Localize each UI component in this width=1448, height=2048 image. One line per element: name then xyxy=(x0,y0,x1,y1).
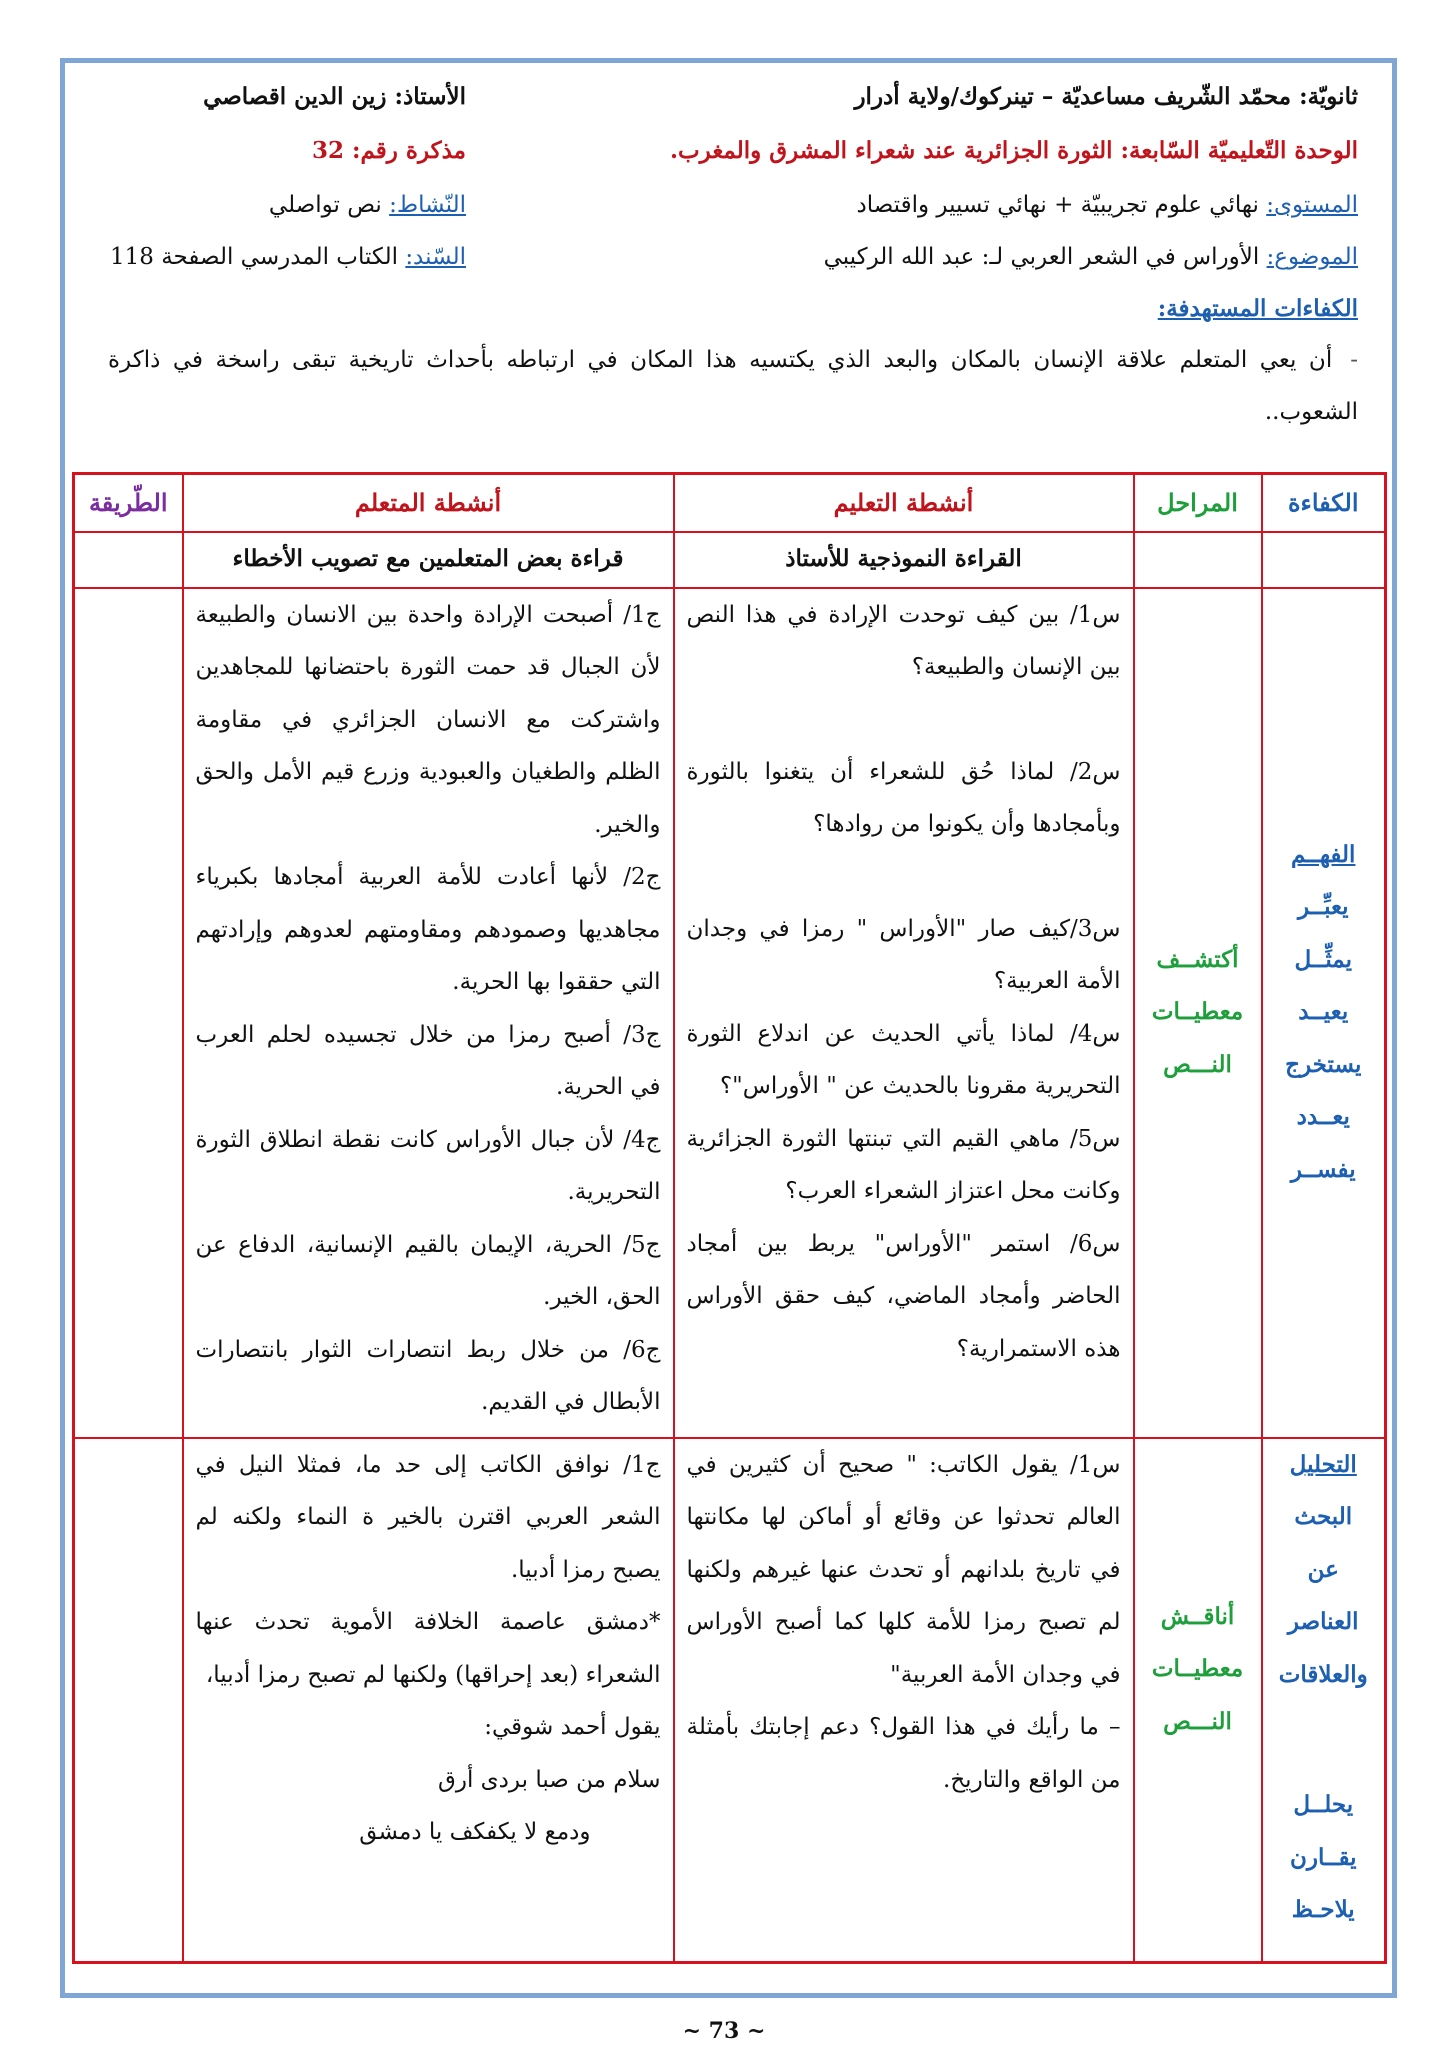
discussion-question xyxy=(674,1438,1134,1963)
header-method: الطّريقة xyxy=(74,474,183,532)
unit-title: الوحدة التّعليميّة السّابعة: الثورة الجزائرية عند شعراء المشرق والمغرب. xyxy=(669,137,1358,164)
competence-item: يمثِّــل xyxy=(1294,945,1353,973)
question-followup: – ما رأيك في هذا القول؟ دعم إجابتك بأمثلة من الواقع والتاريخ. xyxy=(686,1714,1121,1793)
competence-item: يعــدد xyxy=(1296,1103,1350,1131)
competence-analysis xyxy=(1262,1438,1386,1963)
cell-empty xyxy=(74,588,183,1438)
competence-item: العناصر xyxy=(1287,1608,1359,1635)
cell-empty xyxy=(1134,532,1262,588)
poem-verse: ودمع لا يكفكف يا دمشق xyxy=(359,1819,591,1845)
answer: ج1/ أصبحت الإرادة واحدة بين الانسان والطبيعة لأن الجبال قد حمت الثورة باحتضانها للمجاهدين واشتركت مع الانسان الجزائري في مقاومة الظلم والطغيان والعبودية وزرع قيم الأمل والحق والخير. xyxy=(195,601,661,838)
spacer xyxy=(687,694,1121,746)
poem-verse: سلام من صبا بردى أرق xyxy=(438,1766,661,1793)
competence-item: والعلاقات xyxy=(1278,1660,1368,1688)
question: س2/ لماذا حُق للشعراء أن يتغنوا بالثورة وبأمجادها وأن يكونوا من روادها؟ xyxy=(686,758,1121,837)
answer: *دمشق عاصمة الخلافة الأموية تحدث عنها الشعراء (بعد إحراقها) ولكنها لم تصبح رمزا أدبيا، xyxy=(195,1609,661,1688)
competence-item: البحث xyxy=(1294,1503,1353,1530)
lesson-table xyxy=(72,472,1387,1964)
competence-item: يحلــل xyxy=(1293,1791,1354,1818)
question: س6/ استمر "الأوراس" يربط بين أمجاد الحاضر وأمجاد الماضي، كيف حقق الأوراس هذه الاستمرارية؟ xyxy=(686,1230,1121,1362)
question: س5/ ماهي القيم التي تبنتها الثورة الجزائرية وكانت محل اعتزاز الشعراء العرب؟ xyxy=(686,1125,1121,1204)
learner-answers xyxy=(183,588,674,1438)
level-line xyxy=(856,190,1358,220)
topic-value: الأوراس في الشعر العربي لـ: عبد الله الركيبي xyxy=(823,244,1260,270)
level-label: المستوى: xyxy=(1266,192,1358,218)
answer: ج5/ الحرية، الإيمان بالقيم الإنسانية، الدفاع عن الحق، الخير. xyxy=(195,1231,661,1310)
stage-word: معطيــات xyxy=(1151,1655,1244,1682)
answer: ج6/ من خلال ربط انتصارات الثوار بانتصارات الأبطال في القديم. xyxy=(195,1336,661,1415)
school-name: ثانويّة: محمّد الشّريف مساعديّة – تينركوك/ولاية أدرار xyxy=(854,83,1358,110)
activity-line xyxy=(269,190,466,220)
table-row-discover xyxy=(74,588,1386,1438)
topic-line xyxy=(824,242,1358,272)
question: س1/ بين كيف توحدت الإرادة في هذا النص بين الإنسان والطبيعة؟ xyxy=(686,601,1121,680)
competence-item: يستخرج xyxy=(1285,1050,1362,1078)
competence-item: يعبِّــر xyxy=(1297,893,1349,921)
memo-number: مذكرة رقم: 32 xyxy=(311,137,466,164)
question: س1/ يقول الكاتب: " صحيح أن كثيرين في العالم تحدثوا عن وقائع أو أماكن لها مكانتها في تاريخ بلدانهم أو تحدث عنها غيرهم ولكنها لم تصبح رمزا للأمة كلها كما أصبح الأوراس في وجدان الأمة العربية" xyxy=(686,1451,1121,1688)
spacer xyxy=(687,851,1121,903)
stage-word: أكتشــف xyxy=(1156,945,1239,973)
source-line xyxy=(110,242,466,272)
competence-item: يفســر xyxy=(1290,1155,1356,1183)
competency-statement xyxy=(108,334,1358,438)
stage-discuss xyxy=(1134,1438,1262,1963)
spacer xyxy=(1267,1753,1381,1779)
competence-item: يقــارن xyxy=(1289,1843,1357,1871)
header-stages: المراحل xyxy=(1134,474,1262,532)
stage-word: أناقــش xyxy=(1160,1602,1235,1630)
header-competence: الكفاءة xyxy=(1262,474,1386,532)
table-row-reading xyxy=(74,532,1386,588)
model-reading: القراءة النموذجية للأستاذ xyxy=(674,532,1134,588)
discussion-answer xyxy=(183,1438,674,1963)
table-row-discuss xyxy=(74,1438,1386,1963)
competence-item: يعيــد xyxy=(1298,998,1349,1026)
page-number: ~ 73 ~ xyxy=(682,2018,766,2044)
source-value: الكتاب المدرسي الصفحة 118 xyxy=(109,244,398,270)
stage-word: النـــص xyxy=(1163,1050,1232,1078)
teacher-name: زين الدين اقصاصي xyxy=(203,83,387,110)
cell-empty xyxy=(74,1438,183,1963)
cell-empty xyxy=(74,532,183,588)
competency-dash: - xyxy=(1350,347,1358,373)
teacher-label: الأستاذ: xyxy=(394,83,466,110)
source-label: السّند: xyxy=(405,244,466,270)
table-header-row xyxy=(74,474,1386,532)
learner-reading: قراءة بعض المتعلمين مع تصويب الأخطاء xyxy=(183,532,674,588)
question: س4/ لماذا يأتي الحديث عن اندلاع الثورة التحريرية مقرونا بالحديث عن " الأوراس"؟ xyxy=(686,1020,1121,1099)
activity-value: نص تواصلي xyxy=(268,192,382,218)
competence-item: يلاحـظ xyxy=(1291,1896,1355,1923)
teaching-questions xyxy=(674,588,1134,1438)
cell-empty xyxy=(1262,532,1386,588)
activity-label: النّشاط: xyxy=(389,192,466,218)
competence-item: التحليل xyxy=(1289,1450,1357,1478)
stage-discover xyxy=(1134,588,1262,1438)
stage-word: معطيــات xyxy=(1151,998,1244,1026)
teacher-line xyxy=(203,82,466,112)
spacer xyxy=(1267,1701,1381,1753)
answer: ج4/ لأن جبال الأوراس كانت نقطة انطلاق الثورة التحريرية. xyxy=(195,1126,661,1205)
answer: ج3/ أصبح رمزا من خلال تجسيده لحلم العرب في الحرية. xyxy=(195,1021,661,1100)
competence-understanding xyxy=(1262,588,1386,1438)
competence-item: الفهــم xyxy=(1291,840,1356,868)
competencies-label: الكفاءات المستهدفة: xyxy=(1157,295,1358,322)
answer: ج1/ نوافق الكاتب إلى حد ما، فمثلا النيل في الشعر العربي اقترن بالخير ة النماء ولكنه لم يصبح رمزا أدبيا. xyxy=(195,1451,661,1583)
stage-word: النـــص xyxy=(1163,1707,1232,1735)
header-learner-activities: أنشطة المتعلم xyxy=(183,474,674,532)
competence-item: عن xyxy=(1307,1555,1339,1583)
answer-poet: يقول أحمد شوقي: xyxy=(484,1714,661,1740)
question: س3/كيف صار "الأوراس " رمزا في وجدان الأمة العربية؟ xyxy=(686,915,1121,994)
answer: ج2/ لأنها أعادت للأمة العربية أمجادها بكبرياء مجاهديها وصمودهم ومقاومتهم لعدوهم وإرادتهم التي حققوا بها الحرية. xyxy=(195,864,661,995)
topic-label: الموضوع: xyxy=(1266,244,1358,270)
header-teaching-activities: أنشطة التعليم xyxy=(674,474,1134,532)
level-value: نهائي علوم تجريبيّة + نهائي تسيير واقتصاد xyxy=(856,192,1259,218)
competency-text: أن يعي المتعلم علاقة الإنسان بالمكان والبعد الذي يكتسيه هذا المكان في ارتباطه بأحداث تاريخية تبقى راسخة في ذاكرة الشعوب.. xyxy=(108,347,1358,425)
